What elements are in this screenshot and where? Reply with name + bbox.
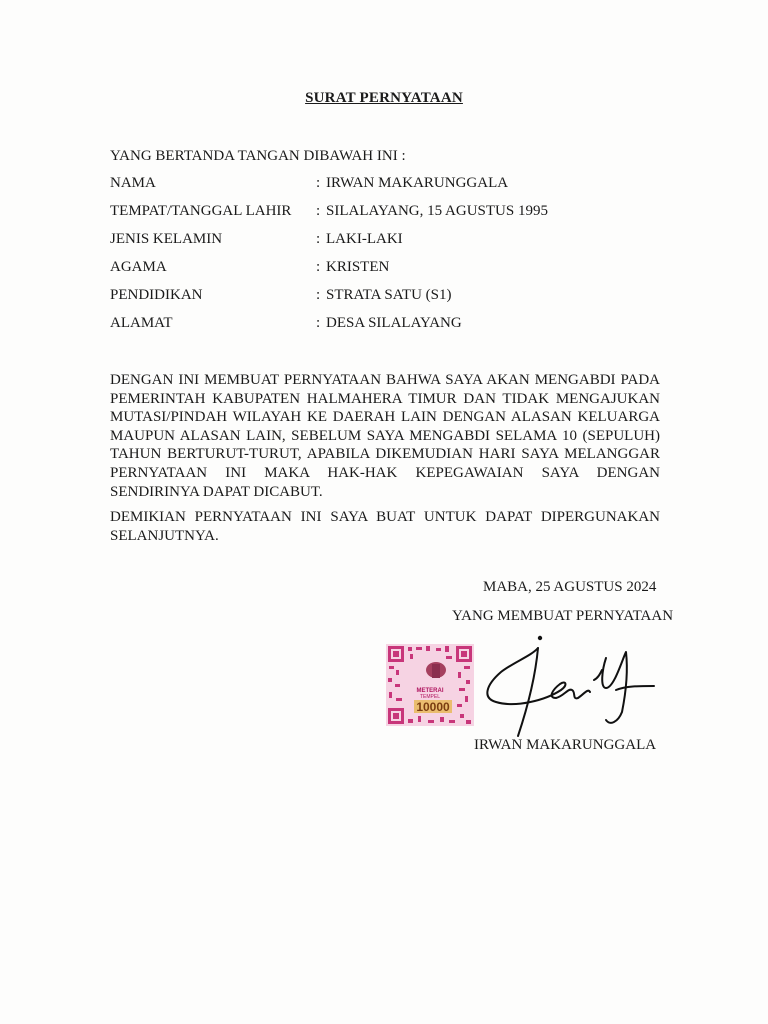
field-row-tempat-tanggal-lahir [110, 203, 670, 223]
svg-text:10000: 10000 [416, 700, 450, 714]
document-title: SURAT PERNYATAAN [305, 90, 463, 106]
revenue-stamp-icon [386, 644, 474, 726]
signer-role: YANG MEMBUAT PERNYATAAN [452, 608, 674, 624]
field-colon: : [316, 315, 321, 331]
field-value: KRISTEN [326, 259, 390, 275]
field-label: PENDIDIKAN [110, 287, 203, 303]
place-date: MABA, 25 AGUSTUS 2024 [483, 579, 657, 595]
closing-paragraph: DEMIKIAN PERNYATAAN INI SAYA BUAT UNTUK DAPAT DIPERGUNAKAN SELANJUTNYA. [110, 509, 660, 544]
field-label: ALAMAT [110, 315, 173, 331]
field-value: LAKI-LAKI [326, 231, 403, 247]
field-row-pendidikan [110, 287, 670, 307]
field-value: IRWAN MAKARUNGGALA [326, 175, 509, 191]
field-value: STRATA SATU (S1) [326, 287, 452, 303]
field-label: JENIS KELAMIN [110, 231, 223, 247]
field-row-jenis-kelamin [110, 231, 670, 251]
field-row-nama [110, 175, 670, 195]
field-label: AGAMA [110, 259, 167, 275]
handwritten-signature [476, 630, 666, 740]
svg-text:METERAI: METERAI [416, 688, 444, 694]
field-colon: : [316, 259, 321, 275]
svg-text:TEMPEL: TEMPEL [419, 694, 441, 700]
intro-line: YANG BERTANDA TANGAN DIBAWAH INI : [110, 148, 406, 164]
field-label: TEMPAT/TANGGAL LAHIR [110, 203, 292, 219]
field-value: SILALAYANG, 15 AGUSTUS 1995 [326, 203, 548, 219]
signer-name: IRWAN MAKARUNGGALA [474, 737, 657, 753]
field-colon: : [316, 203, 321, 219]
field-colon: : [316, 231, 321, 247]
field-row-agama [110, 259, 670, 279]
field-colon: : [316, 287, 321, 303]
field-colon: : [316, 175, 321, 191]
field-value: DESA SILALAYANG [326, 315, 462, 331]
field-label: NAMA [110, 175, 156, 191]
field-row-alamat [110, 315, 670, 335]
body-paragraph: DENGAN INI MEMBUAT PERNYATAAN BAHWA SAYA AKAN MENGABDI PADA PEMERINTAH KABUPATEN HALMAHERA TIMUR DAN TIDAK MENGAJUKAN MUTASI/PINDAH WILAYAH KE DAERAH LAIN DENGAN ALASAN KELUARGA MAUPUN ALASAN LAIN, SEBELUM SAYA MENGABDI SELAMA 10 (SEPULUH) TAHUN BERTURUT-TURUT, APABILA DIKEMUDIAN HARI SAYA MELANGGAR PERNYATAAN INI MAKA HAK-HAK KEPEGAWAIAN SAYA DENGAN SENDIRINYA DAPAT DICABUT. [110, 372, 660, 500]
